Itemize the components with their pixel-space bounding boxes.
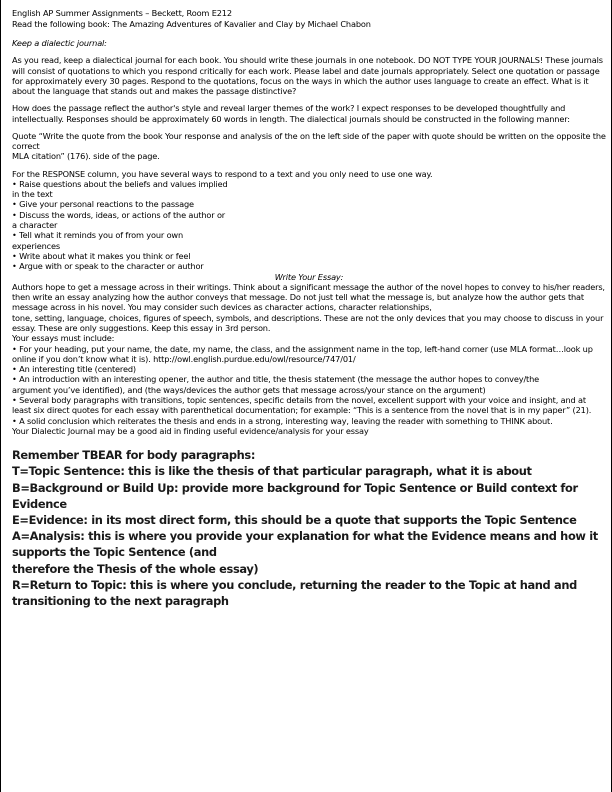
assignment-title: English AP Summer Assignments – Beckett, Room E212 (12, 8, 232, 18)
response-bullet: a character (12, 220, 58, 231)
response-bullet: experiences (12, 240, 60, 251)
essay-must-include: Your essays must include: (12, 333, 115, 344)
tbear-line-return: R=Return to Topic: this is where you conclude, returning the reader to the Topic at hand and transitioning to the next paragraph (12, 577, 577, 609)
tbear-line-analysis: A=Analysis: this is where you provide your explanation for what the Evidence means and how it supports the Topic Sentence (and (12, 529, 598, 560)
journal-intro-paragraph: As you read, keep a dialectical journal for each book. You should write these journals in one notebook. DO NOT TYPE YOUR JOURNALS! These journals will consist of quotations to which you respond critically for each work. Please label and date journals appropriately. Select one quotation or passage for approximately every 30 pages. Respond to the quotations, focus on the ways in which the author uses language to create an effect. What is it about the language that stands out and makes the passage distinctive? (12, 55, 603, 97)
tbear-line-background: B=Background or Build Up: provide more background for Topic Sentence or Build context for Evidence (12, 480, 578, 511)
response-bullet: • Give your personal reactions to the passage (12, 199, 194, 210)
journal-reflect-paragraph: How does the passage reflect the author's style and reveal larger themes of the work? I expect responses to be developed thoughtfully and intellectually. Responses should be approximately 60 words in length. The dialectical journals should be constructed in the following manner: (12, 103, 570, 124)
response-bullet: • Raise questions about the beliefs and values implied (12, 178, 228, 189)
tbear-heading: Remember TBEAR for body paragraphs: (12, 448, 256, 463)
tbear-line-analysis-cont: therefore the Thesis of the whole essay) (12, 561, 259, 576)
essay-requirement: argument you’ve identified), and (the ways/devices the author gets that message across/your stance on the argument) (12, 384, 486, 395)
quote-format-line-2: MLA citation” (176). side of the page. (12, 151, 160, 162)
essay-paragraph-2: tone, setting, language, choices, figures of speech, symbols, and descriptions. These are not the only devices that you may choose to discuss in your essay. These are only suggestions. Keep this essay in 3rd person. (12, 312, 604, 333)
assignment-body (12, 8, 606, 436)
essay-requirement: • An interesting title (centered) (12, 364, 136, 375)
quote-format-line-1: Quote “Write the quote from the book Your response and analysis of the on the left side of the paper with quote should be written on the opposite the correct (12, 130, 606, 152)
response-bullet: • Tell what it reminds you of from your own (12, 230, 184, 241)
essay-requirement: • Several body paragraphs with transitions, topic sentences, specific details from the novel, excellent support with your voice and insight, and at least six direct quotes for each essay with parenthetical documentation; for example: “This is a sentence from the novel that is in my paper” (21). (12, 395, 592, 416)
response-bullet: in the text (12, 189, 53, 200)
essay-requirement: • An introduction with an interesting opener, the author and title, the thesis statement (the message the author hopes to convey/the (12, 374, 540, 385)
essay-requirement: • For your heading, put your name, the date, my name, the class, and the assignment name in the top, left-hand corner (use MLA format…look up online if you don’t know what it is). http://owl.english.purdue.edu/owl/resource/747/01/ (12, 343, 593, 364)
response-bullet: • Discuss the words, ideas, or actions of the author or (12, 209, 226, 220)
essay-heading: Write Your Essay: (274, 271, 344, 282)
dialectic-journal-tip: Your Dialectic Journal may be a good aid in finding useful evidence/analysis for your essay (12, 425, 369, 436)
reading-assignment: Read the following book: The Amazing Adventures of Kavalier and Clay by Michael Chabon (12, 19, 371, 30)
tbear-line-topic: T=Topic Sentence: this is like the thesis of that particular paragraph, what it is about (12, 464, 532, 479)
essay-requirement: • A solid conclusion which reiterates the thesis and ends in a strong, interesting way, leaving the reader with something to THINK about. (12, 415, 553, 426)
essay-paragraph-1: Authors hope to get a message across in their writings. Think about a significant message the author of the novel hopes to convey to his/her readers, then write an essay analyzing how the author conveys that message. Do not just tell what the message is, but analyze how the author gets that message across in his novel. You may consider such devices as character actions, character relationships, (12, 281, 605, 313)
tbear-line-evidence: E=Evidence: in its most direct form, this should be a quote that supports the Topic Sentence (12, 513, 577, 528)
response-intro: For the RESPONSE column, you have several ways to respond to a text and you only need to use one way. (12, 168, 433, 179)
tbear-section (12, 447, 606, 609)
response-bullet: • Argue with or speak to the character or author (12, 261, 204, 272)
journal-heading: Keep a dialectic journal: (12, 38, 107, 49)
response-bullet: • Write about what it makes you think or feel (12, 250, 191, 261)
